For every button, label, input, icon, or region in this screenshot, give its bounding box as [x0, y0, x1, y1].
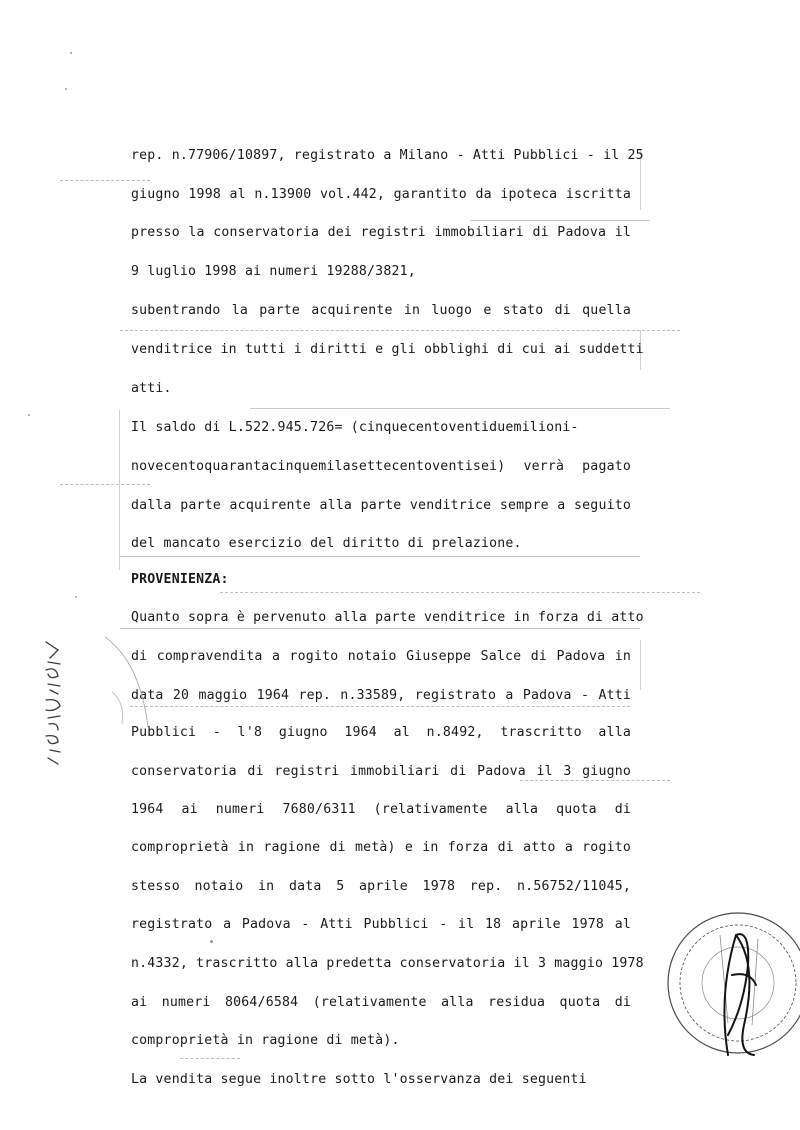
- text-line-17: conservatoria di registri immobiliari di Padova il 3 giugno: [131, 764, 631, 779]
- text-line-2: giugno 1998 al n.13900 vol.442, garantito da ipoteca iscritta: [131, 187, 631, 202]
- section-heading: PROVENIENZA:: [131, 572, 229, 587]
- text-line-4: 9 luglio 1998 ai numeri 19288/3821,: [131, 264, 416, 279]
- notary-seal: [658, 905, 800, 1065]
- text-line-24: comproprietà in ragione di metà).: [131, 1033, 400, 1048]
- text-line-22: n.4332, trascritto alla predetta conservatoria il 3 maggio 1978: [131, 956, 644, 971]
- text-line-20: stesso notaio in data 5 aprile 1978 rep. n.56752/11045,: [131, 879, 631, 894]
- text-line-6: venditrice in tutti i diritti e gli obblighi di cui ai suddetti: [131, 342, 644, 357]
- text-line-23: ai numeri 8064/6584 (relativamente alla residua quota di: [131, 995, 631, 1010]
- text-line-19: comproprietà in ragione di metà) e in forza di atto a rogito: [131, 840, 631, 855]
- text-line-8: Il saldo di L.522.945.726= (cinquecentoventiduemilioni-: [131, 420, 579, 435]
- stamp-impression: [100, 632, 170, 732]
- text-line-18: 1964 ai numeri 7680/6311 (relativamente alla quota di: [131, 802, 631, 817]
- text-line-11: del mancato esercizio del diritto di prelazione.: [131, 536, 522, 551]
- text-line-25: La vendita segue inoltre sotto l'osservanza dei seguenti: [131, 1072, 587, 1087]
- text-line-16: Pubblici - l'8 giugno 1964 al n.8492, trascritto alla: [131, 725, 631, 740]
- text-line-7: atti.: [131, 381, 172, 396]
- text-line-1: rep. n.77906/10897, registrato a Milano - Atti Pubblici - il 25: [131, 148, 644, 163]
- text-line-3: presso la conservatoria dei registri immobiliari di Padova il: [131, 225, 631, 240]
- text-line-5: subentrando la parte acquirente in luogo e stato di quella: [131, 303, 631, 318]
- text-line-21: registrato a Padova - Atti Pubblici - il 18 aprile 1978 al: [131, 917, 631, 932]
- text-line-9: novecentoquarantacinquemilasettecentoventisei) verrà pagato: [131, 459, 631, 474]
- text-line-14: di compravendita a rogito notaio Giuseppe Salce di Padova in: [131, 649, 631, 664]
- text-line-13: Quanto sopra è pervenuto alla parte venditrice in forza di atto: [131, 610, 644, 625]
- text-line-15: data 20 maggio 1964 rep. n.33589, registrato a Padova - Atti: [131, 688, 631, 703]
- text-line-10: dalla parte acquirente alla parte venditrice sempre a seguito: [131, 498, 631, 513]
- margin-signature: [36, 640, 70, 770]
